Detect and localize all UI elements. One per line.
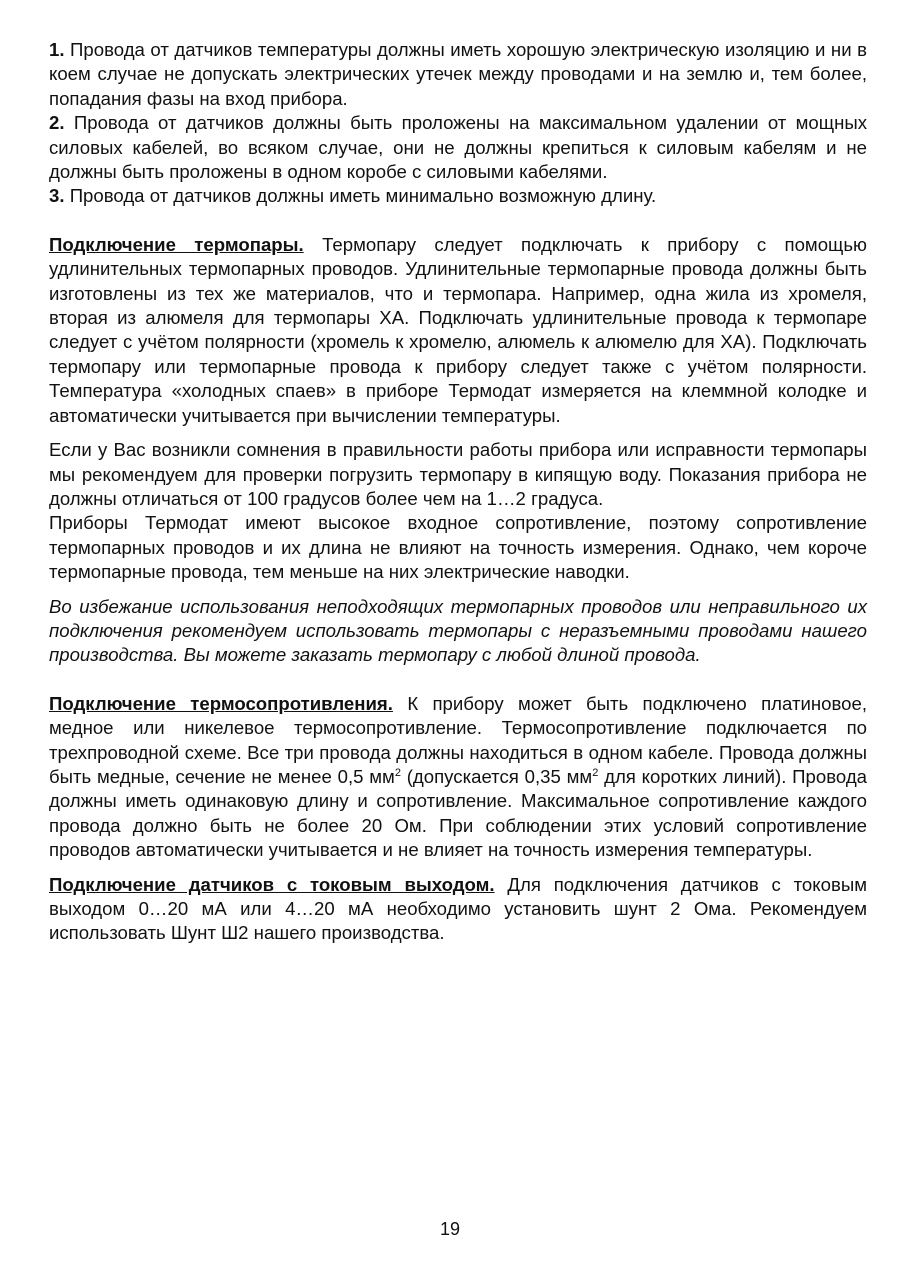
section-heading: Подключение термосопротивления. [49,692,393,714]
list-item [49,111,867,184]
thermocouple-paragraph [49,233,867,428]
current-output-paragraph [49,873,867,946]
item-number: 1. [49,39,65,60]
paragraph-text: Для подключения датчиков с токовым выходом 0…20 мА или 4…20 мА необходимо установить шунт 2 Ома. Рекомендуем использовать Шунт Ш2 нашего производства. [49,873,867,944]
list-item [49,184,867,208]
document-page [49,38,867,946]
check-paragraph: Если у Вас возникли сомнения в правильности работы прибора или исправности термопары мы рекомендуем для проверки погрузить термопару в кипящую воду. Показания прибора не должны отличаться от 100 градусов более чем на 1…2 градуса. [49,439,867,509]
page-number: 19 [439,1219,461,1239]
item-number: 3. [49,185,65,207]
paragraph-text: Термопару следует подключать к прибору с помощью удлинительных термопарных проводов. Удлинительные термопарные провода должны быть изготовлены из тех же материалов, что и термопара. Например, одна жила из хромеля, вторая из алюмеля для термопары ХА. Подключать удлинительные провода к термопаре следует с учётом полярности (хромель к хромелю, алюмель к алюмелю для ХА). Подключать термопару или термопарные провода к прибору следует также с учётом полярности. Температура «холодных спаев» в приборе Термодат измеряется на клеммной колодке и автоматически учитывается при вычислении температуры. [49,233,867,426]
item-text: Провода от датчиков должны быть проложены на максимальном удалении от мощных силовых кабелей, во всяком случае, они не должны крепиться к силовым кабелям и не должны быть проложены в одном коробе с силовыми кабелями. [49,112,867,183]
item-number: 2. [49,112,65,134]
recommendation-paragraph: Во избежание использования неподходящих термопарных проводов или неправильного их подключения рекомендуем использовать термопары с неразъемными проводами нашего производства. Вы можете заказать термопару с любой длиной провода. [49,595,867,666]
rtd-paragraph [49,692,867,863]
resistance-paragraph: Приборы Термодат имеют высокое входное сопротивление, поэтому сопротивление термопарных проводов и их длина не влияют на точность измерения. Однако, чем короче термопарные провода, тем меньше на них электрические наводки. [49,512,867,583]
paragraph-text: для коротких линий). Провода должны иметь одинаковую длину и сопротивление. Максимальное сопротивление каждого провода должно быть не более 20 Ом. При соблюдении этих условий сопротивление проводов автоматически учитывается и не влияет на точность измерения температуры. [49,765,868,861]
superscript: 2 [394,766,401,779]
paragraph-text: (допускается 0,35 мм [400,765,593,787]
item-text: Провода от датчиков должны иметь минимально возможную длину. [69,185,657,207]
paragraph-text: К прибору может быть подключено платиновое, медное или никелевое термосопротивление. Термосопротивление подключается по трехпроводной схеме. Все три провода должны находиться в одном кабеле. Провода должны быть медные, сечение не менее 0,5 мм [49,692,867,787]
list-item [49,38,867,111]
section-heading: Подключение термопары. [49,233,304,255]
item-text: Провода от датчиков температуры должны иметь хорошую электрическую изоляцию и ни в коем случае не допускать электрических утечек между проводами и на землю и, тем более, попадания фазы на вход прибора. [49,39,867,109]
section-heading: Подключение датчиков с токовым выходом. [49,873,495,895]
superscript: 2 [592,766,599,779]
